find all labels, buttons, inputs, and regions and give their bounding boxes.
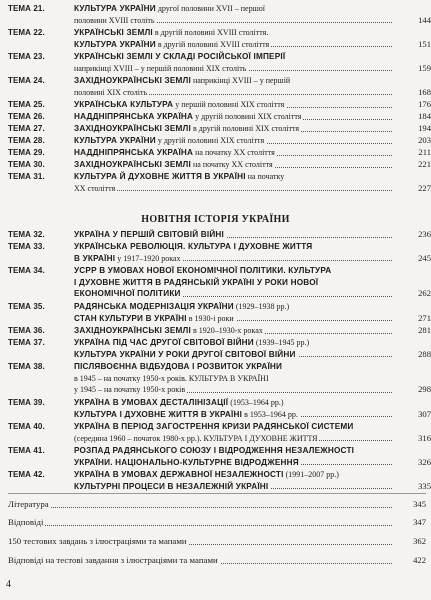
divider [8,493,426,494]
topic-title-line: половини XVIII століть [74,15,155,25]
topic-number: ТЕМА 42. [8,470,45,479]
appendix-label: Відповіді на тестові завдання з ілюстраціями та мапами [8,555,218,565]
page-ref: 422 [413,555,426,565]
topic-title [74,469,392,492]
page-ref: 236 [418,229,431,239]
topic-number: ТЕМА 29. [8,148,45,157]
topic-title [74,337,392,360]
topic-title [74,265,392,300]
page-ref: 159 [418,62,431,73]
topic-title [74,3,392,26]
topic-title [74,241,392,264]
topic-number: ТЕМА 37. [8,338,45,347]
page-ref: 168 [418,86,431,97]
page-ref: 151 [418,38,431,49]
page-ref: 203 [418,135,431,145]
topic-title-line: ЕКОНОМІЧНОЇ ПОЛІТИКИ [74,289,181,298]
topic-title-line: В УКРАЇНІ у 1917–1920 роках [74,253,181,263]
page-ref: 335 [418,480,431,491]
topic-title [74,445,392,468]
topic-number: ТЕМА 32. [8,230,45,239]
topic-title-line: УКРАЇНИ. НАЦІОНАЛЬНО-КУЛЬТУРНЕ ВІДРОДЖЕННЯ [74,457,299,467]
topic-number: ТЕМА 28. [8,136,45,145]
topic-title-line: КУЛЬТУРА УКРАЇНИ другої половини XVII – першої [74,4,265,13]
page-ref: 316 [418,432,431,443]
topic-title-line: КУЛЬТУРА І ДУХОВНЕ ЖИТТЯ В УКРАЇНІ в 1953–1964 рр. [74,409,298,419]
topic-title-line: РОЗПАД РАДЯНСЬКОГО СОЮЗУ І ВІДРОДЖЕННЯ НЕЗАЛЕЖНОСТІ [74,446,355,455]
topic-title-line: ЗАХІДНОУКРАЇНСЬКІ ЗЕМЛІ на початку XX століття [74,160,273,169]
page-ref: 211 [418,147,431,157]
topic-title [74,51,392,74]
page-ref: 326 [418,456,431,467]
page-ref: 194 [418,123,431,133]
topic-title [74,301,392,324]
page-number: 4 [6,579,11,590]
topic-title-line: УКРАЇНА ПІД ЧАС ДРУГОЇ СВІТОВОЇ ВІЙНИ (1939–1945 рр.) [74,338,310,347]
page-ref: 144 [418,14,431,25]
topic-title-line: УКРАЇНА В УМОВАХ ДЕРЖАВНОЇ НЕЗАЛЕЖНОСТІ (1991–2007 рр.) [74,470,339,479]
topic-title-line: УКРАЇНСЬКІ ЗЕМЛІ в другій половині XVIII століття. [74,28,269,37]
topic-number: ТЕМА 27. [8,124,45,133]
toc-appendix-entry[interactable] [8,536,426,548]
topic-title [74,111,392,123]
topic-number: ТЕМА 21. [8,4,45,13]
topic-title [74,75,392,98]
section-heading: НОВІТНЯ ІСТОРІЯ УКРАЇНИ [141,214,290,225]
page-ref: 345 [413,499,426,509]
topic-title-line: наприкінці XVIII – у першій половині XIX століть [74,63,247,73]
topic-number: ТЕМА 34. [8,266,45,275]
topic-number: ТЕМА 33. [8,242,45,251]
topic-title [74,397,392,420]
topic-title-line: УСРР В УМОВАХ НОВОЇ ЕКОНОМІЧНОЇ ПОЛІТИКИ. КУЛЬТУРА [74,266,332,275]
topic-title-line: УКРАЇНСЬКІ ЗЕМЛІ У СКЛАДІ РОСІЙСЬКОЇ ІМПЕРІЇ [74,52,286,61]
topic-title-line: ЗАХІДНОУКРАЇНСЬКІ ЗЕМЛІ в другій половині XIX століття [74,124,300,133]
topic-title-line: половині XIX століть [74,87,148,97]
topic-number: ТЕМА 31. [8,172,45,181]
toc-appendix-entry[interactable] [8,517,426,529]
topic-number: ТЕМА 26. [8,112,45,121]
topic-title [74,123,392,135]
topic-title-line: УКРАЇНА В УМОВАХ ДЕСТАЛІНІЗАЦІЇ (1953–1964 рр.) [74,398,284,407]
topic-number: ТЕМА 22. [8,28,45,37]
topic-title-line: УКРАЇНСЬКА КУЛЬТУРА у першій половині XIX століття [74,100,285,109]
topic-title-line: СТАН КУЛЬТУРИ В УКРАЇНІ в 1930-і роки [74,313,234,323]
appendix-label: Відповіді [8,517,44,527]
dot-leader [8,525,392,526]
page-ref: 307 [418,408,431,419]
topic-title-line: УКРАЇНА В ПЕРІОД ЗАГОСТРЕННЯ КРИЗИ РАДЯНСЬКОЇ СИСТЕМИ [74,422,354,431]
topic-title [74,421,392,444]
topic-number: ТЕМА 30. [8,160,45,169]
page-ref: 362 [413,536,426,546]
page-ref: 281 [418,325,431,335]
topic-title-line: УКРАЇНА У ПЕРШІЙ СВІТОВІЙ ВІЙНІ [74,230,225,239]
topic-number: ТЕМА 39. [8,398,45,407]
page-ref: 221 [418,159,431,169]
topic-title-line: РАДЯНСЬКА МОДЕРНІЗАЦІЯ УКРАЇНИ (1929–1938 рр.) [74,302,290,311]
topic-number: ТЕМА 24. [8,76,45,85]
topic-title [74,135,392,147]
topic-title-line: НАДДНІПРЯНСЬКА УКРАЇНА на початку XX століття [74,148,275,157]
topic-title-line: XX століття [74,183,116,193]
topic-number: ТЕМА 36. [8,326,45,335]
topic-title [74,27,392,50]
topic-title-line: ПІСЛЯВОЄННА ВІДБУДОВА І РОЗВИТОК УКРАЇНИ [74,362,283,371]
toc-appendix-entry[interactable] [8,499,426,511]
dot-leader [8,507,392,508]
page-ref: 227 [418,182,431,193]
page-ref: 271 [418,312,431,323]
topic-title-line: КУЛЬТУРА Й ДУХОВНЕ ЖИТТЯ В УКРАЇНІ на початку [74,172,285,181]
topic-title-line: І ДУХОВНЕ ЖИТТЯ В РАДЯНСЬКІЙ УКРАЇНІ У РОКИ НОВОЇ [74,277,319,287]
topic-title [74,361,392,396]
page-ref: 347 [413,517,426,527]
topic-title [74,325,392,337]
page-ref: 176 [418,99,431,109]
topic-title-line: ЗАХІДНОУКРАЇНСЬКІ ЗЕМЛІ в 1920–1930-х роках [74,326,263,335]
topic-title-line: у 1945 – на початку 1950-х років [74,385,186,394]
topic-number: ТЕМА 35. [8,302,45,311]
topic-title-line: НАДДНІПРЯНСЬКА УКРАЇНА у другій половині XIX століття [74,112,302,121]
topic-title [74,147,392,159]
topic-title-line: КУЛЬТУРА УКРАЇНИ в другій половині XVIII століття [74,39,270,49]
dot-leader [74,190,392,191]
topic-title-line: КУЛЬТУРА УКРАЇНИ У РОКИ ДРУГОЇ СВІТОВОЇ ВІЙНИ [74,349,296,359]
topic-title-line: КУЛЬТУРНІ ПРОЦЕСИ В НЕЗАЛЕЖНІЙ УКРАЇНІ [74,481,269,491]
topic-title-line: (середина 1960 – початок 1980-х рр.). КУЛЬТУРА І ДУХОВНЕ ЖИТТЯ [74,433,318,443]
page-ref: 262 [418,288,431,298]
page-ref: 288 [418,348,431,359]
topic-number: ТЕМА 38. [8,362,45,371]
topic-number: ТЕМА 25. [8,100,45,109]
page-ref: 184 [418,111,431,121]
topic-title [74,159,392,171]
toc-appendix-entry[interactable] [8,555,426,567]
topic-title-line: КУЛЬТУРА УКРАЇНИ у другій половині XIX століття [74,136,265,145]
topic-number: ТЕМА 41. [8,446,45,455]
topic-title-line: УКРАЇНСЬКА РЕВОЛЮЦІЯ. КУЛЬТУРА І ДУХОВНЕ ЖИТТЯ [74,242,313,251]
topic-title-line: в 1945 – на початку 1950-х років. КУЛЬТУРА В УКРАЇНІ [74,373,269,383]
appendix-label: Література [8,499,49,509]
topic-title [74,99,392,111]
appendix-label: 150 тестових завдань з ілюстраціями та мапами [8,536,187,546]
topic-number: ТЕМА 23. [8,52,45,61]
topic-number: ТЕМА 40. [8,422,45,431]
topic-title [74,229,392,241]
topic-title [74,171,392,194]
topic-title-line: ЗАХІДНОУКРАЇНСЬКІ ЗЕМЛІ наприкінці XVIII – у першій [74,76,291,85]
page-ref: 245 [418,252,431,263]
page-ref: 298 [418,384,431,394]
